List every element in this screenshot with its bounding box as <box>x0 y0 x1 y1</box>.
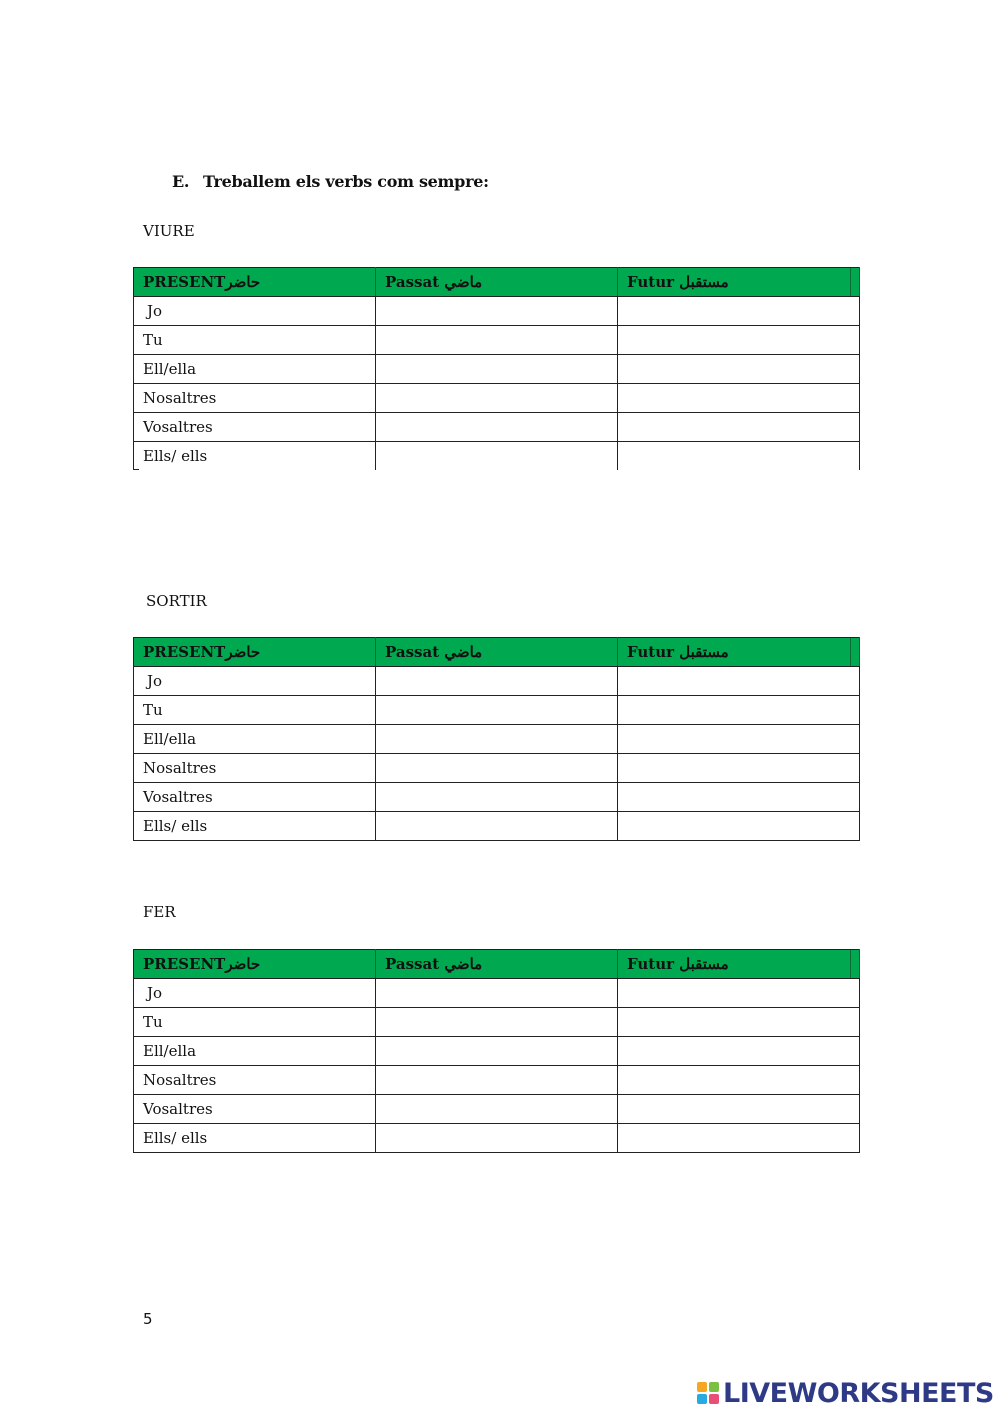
header-present: PRESENTحاضر <box>134 950 376 979</box>
exercise-heading <box>172 172 489 191</box>
liveworksheets-logo-text: LIVEWORKSHEETS <box>723 1377 994 1409</box>
table-row <box>134 1066 860 1095</box>
header-future: Futur مستقبل <box>618 268 860 297</box>
conjugation-table-sortir <box>133 637 860 841</box>
past-answer-cell[interactable] <box>376 1008 618 1037</box>
future-answer-cell[interactable] <box>618 979 860 1008</box>
verb-label-sortir: SORTIR <box>146 592 207 610</box>
table-row <box>134 1008 860 1037</box>
future-answer-cell[interactable] <box>618 1008 860 1037</box>
future-answer-cell[interactable] <box>618 297 860 326</box>
future-answer-cell[interactable] <box>618 1066 860 1095</box>
header-past: Passat ماضي <box>376 268 618 297</box>
table-row <box>134 413 860 442</box>
past-answer-cell[interactable] <box>376 979 618 1008</box>
future-answer-cell[interactable] <box>618 442 860 471</box>
past-answer-cell[interactable] <box>376 754 618 783</box>
header-past: Passat ماضي <box>376 638 618 667</box>
pronoun-cell: Vosaltres <box>134 1095 376 1124</box>
past-answer-cell[interactable] <box>376 326 618 355</box>
past-answer-cell[interactable] <box>376 696 618 725</box>
future-answer-cell[interactable] <box>618 783 860 812</box>
past-answer-cell[interactable] <box>376 1037 618 1066</box>
past-answer-cell[interactable] <box>376 442 618 471</box>
table-row <box>134 297 860 326</box>
future-answer-cell[interactable] <box>618 812 860 841</box>
past-answer-cell[interactable] <box>376 297 618 326</box>
table-row <box>134 326 860 355</box>
pronoun-cell: Ell/ella <box>134 725 376 754</box>
past-answer-cell[interactable] <box>376 1095 618 1124</box>
past-answer-cell[interactable] <box>376 413 618 442</box>
pronoun-cell: Vosaltres <box>134 783 376 812</box>
pronoun-cell: Ells/ ells <box>134 812 376 841</box>
exercise-title: Treballem els verbs com sempre: <box>203 172 489 191</box>
pronoun-cell: Jo <box>134 667 376 696</box>
verb-label-fer: FER <box>143 903 176 921</box>
pronoun-cell: Ells/ ells <box>134 442 376 471</box>
conjugation-table-viure <box>133 267 860 470</box>
liveworksheets-logo <box>697 1376 994 1410</box>
table-row <box>134 384 860 413</box>
pronoun-cell: Ells/ ells <box>134 1124 376 1153</box>
header-future: Futur مستقبل <box>618 950 860 979</box>
pronoun-cell: Nosaltres <box>134 384 376 413</box>
table-header-row <box>134 268 860 297</box>
page-number: 5 <box>143 1310 153 1328</box>
table-row <box>134 696 860 725</box>
past-answer-cell[interactable] <box>376 1066 618 1095</box>
table-header-row <box>134 950 860 979</box>
future-answer-cell[interactable] <box>618 355 860 384</box>
past-answer-cell[interactable] <box>376 667 618 696</box>
future-answer-cell[interactable] <box>618 696 860 725</box>
pronoun-cell: Jo <box>134 979 376 1008</box>
table-row <box>134 725 860 754</box>
table-header-row <box>134 638 860 667</box>
header-past: Passat ماضي <box>376 950 618 979</box>
future-answer-cell[interactable] <box>618 326 860 355</box>
pronoun-cell: Nosaltres <box>134 754 376 783</box>
future-answer-cell[interactable] <box>618 754 860 783</box>
past-answer-cell[interactable] <box>376 355 618 384</box>
table-row <box>134 754 860 783</box>
past-answer-cell[interactable] <box>376 812 618 841</box>
pronoun-cell: Ell/ella <box>134 355 376 384</box>
header-present: PRESENTحاضر <box>134 638 376 667</box>
past-answer-cell[interactable] <box>376 725 618 754</box>
pronoun-cell: Jo <box>134 297 376 326</box>
table-row <box>134 667 860 696</box>
pronoun-cell: Tu <box>134 1008 376 1037</box>
header-future: Futur مستقبل <box>618 638 860 667</box>
table-row <box>134 442 860 471</box>
verb-label-viure: VIURE <box>143 222 195 240</box>
liveworksheets-logo-icon <box>697 1382 719 1404</box>
future-answer-cell[interactable] <box>618 1124 860 1153</box>
table-row <box>134 355 860 384</box>
table-row <box>134 1124 860 1153</box>
pronoun-cell: Tu <box>134 696 376 725</box>
future-answer-cell[interactable] <box>618 1037 860 1066</box>
pronoun-cell: Tu <box>134 326 376 355</box>
table-row <box>134 812 860 841</box>
past-answer-cell[interactable] <box>376 1124 618 1153</box>
table-row <box>134 1037 860 1066</box>
pronoun-cell: Ell/ella <box>134 1037 376 1066</box>
future-answer-cell[interactable] <box>618 667 860 696</box>
past-answer-cell[interactable] <box>376 783 618 812</box>
future-answer-cell[interactable] <box>618 384 860 413</box>
table-row <box>134 979 860 1008</box>
table-row <box>134 1095 860 1124</box>
future-answer-cell[interactable] <box>618 1095 860 1124</box>
table-row <box>134 783 860 812</box>
future-answer-cell[interactable] <box>618 413 860 442</box>
conjugation-table-fer <box>133 949 860 1153</box>
pronoun-cell: Vosaltres <box>134 413 376 442</box>
exercise-number: E. <box>172 172 190 191</box>
table-corner-tick <box>133 469 139 470</box>
header-present: PRESENTحاضر <box>134 268 376 297</box>
past-answer-cell[interactable] <box>376 384 618 413</box>
pronoun-cell: Nosaltres <box>134 1066 376 1095</box>
future-answer-cell[interactable] <box>618 725 860 754</box>
